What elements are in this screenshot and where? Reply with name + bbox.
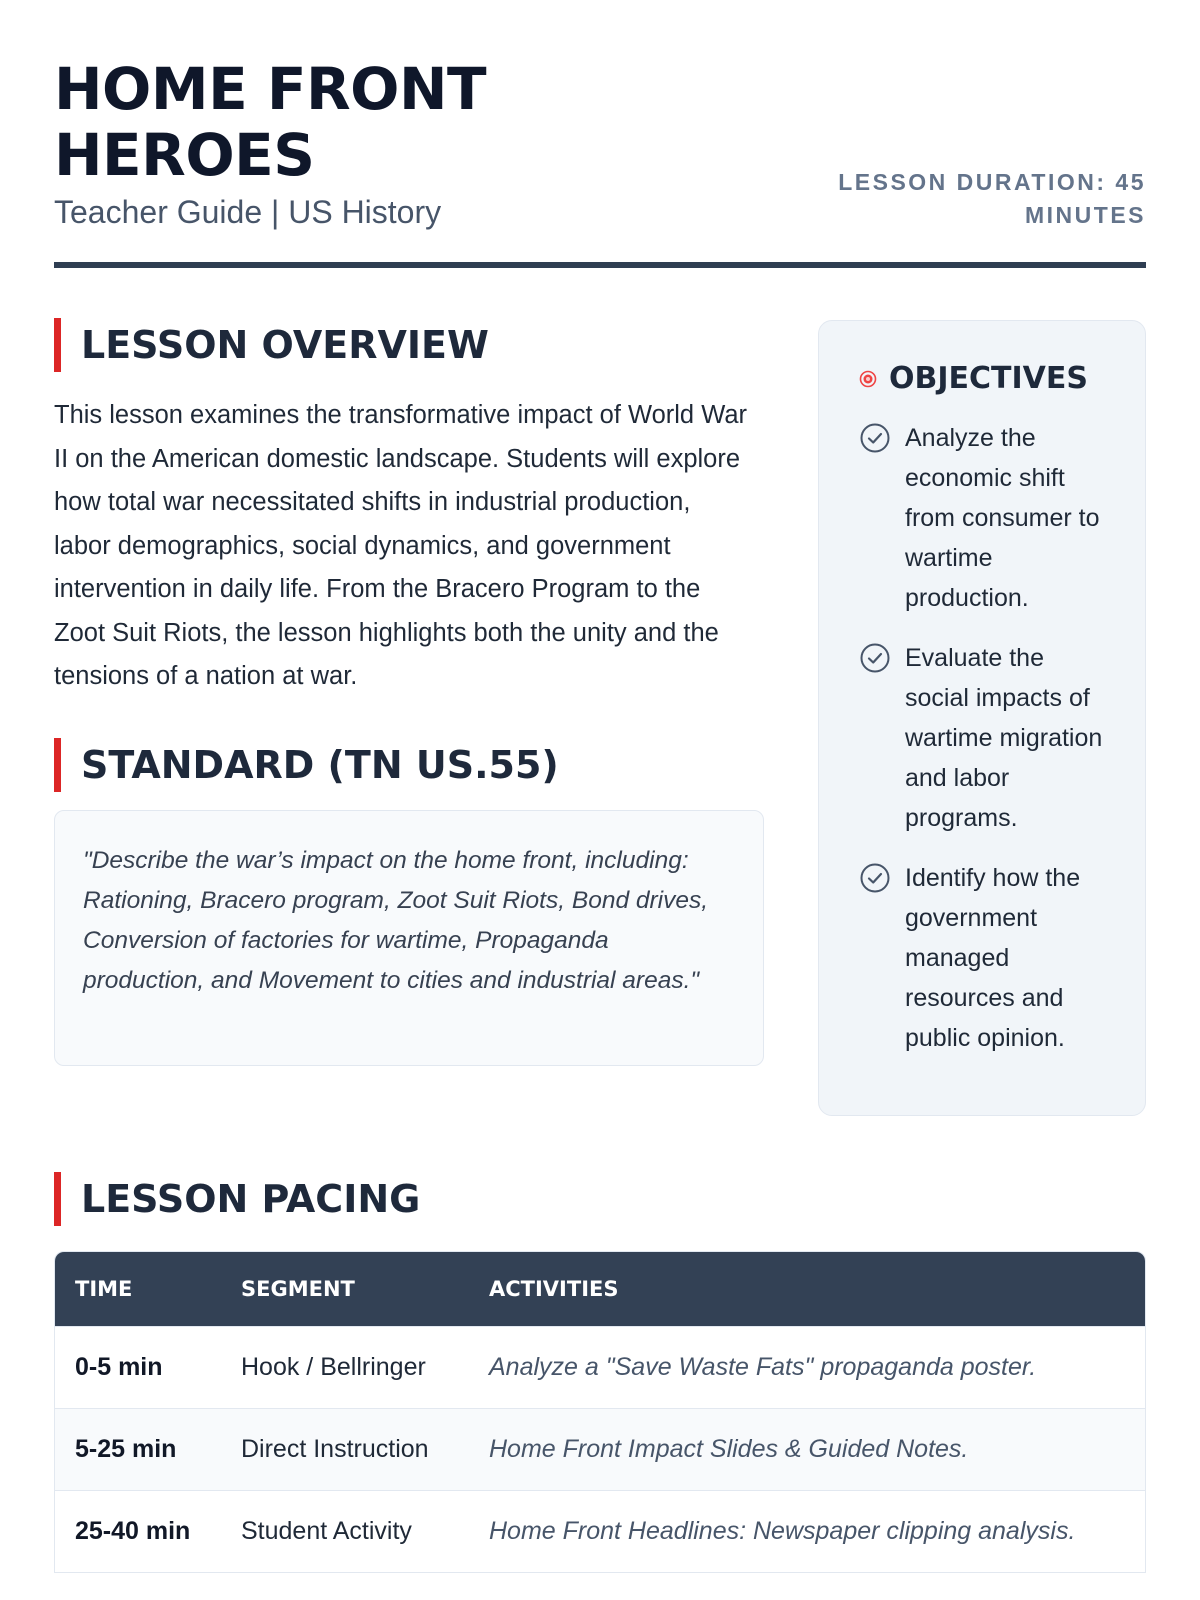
- objective-item: [859, 418, 1109, 618]
- duration-line-2: MINUTES: [1025, 202, 1146, 228]
- column-header-segment: SEGMENT: [221, 1252, 469, 1326]
- table-row: [55, 1326, 1145, 1408]
- check-circle-icon: [859, 642, 891, 674]
- objective-item: [859, 638, 1109, 838]
- table-row: [55, 1408, 1145, 1490]
- cell-activity: Home Front Impact Slides & Guided Notes.: [469, 1408, 1145, 1490]
- cell-time: 5-25 min: [55, 1408, 221, 1490]
- standard-quote: "Describe the war’s impact on the home front, including: Rationing, Bracero program, Zoot Suit Riots, Bond drives, Conversion of factories for wartime, Propaganda production, and Movement to cities and industrial areas.": [83, 847, 709, 994]
- objective-item: [859, 858, 1109, 1058]
- standard-heading: STANDARD (TN US.55): [54, 738, 559, 792]
- standard-quote-box: [54, 810, 764, 1066]
- table-row: [55, 1490, 1145, 1572]
- page-subtitle: Teacher Guide | US History: [54, 194, 442, 230]
- check-circle-icon: [859, 422, 891, 454]
- duration-line-1: LESSON DURATION: 45: [838, 169, 1146, 195]
- lesson-duration: [826, 166, 1146, 232]
- column-header-activities: ACTIVITIES: [469, 1252, 1145, 1326]
- objective-text: Identify how the government managed resources and public opinion.: [905, 864, 1081, 1052]
- cell-segment: Hook / Bellringer: [221, 1326, 469, 1408]
- objectives-list: [859, 418, 1109, 1058]
- overview-text: This lesson examines the transformative impact of World War II on the American domestic landscape. Students will explore how total war necessitated shifts in industrial production, labor demographics, social dynamics, and government intervention in daily life. From the Bracero Program to the Zoot Suit Riots, the lesson highlights both the unity and the tensions of a nation at war.: [54, 401, 747, 690]
- objectives-panel: [818, 320, 1146, 1116]
- check-circle-icon: [859, 862, 891, 894]
- cell-time: 25-40 min: [55, 1490, 221, 1572]
- cell-activity: Home Front Headlines: Newspaper clipping analysis.: [469, 1490, 1145, 1572]
- objectives-heading: [859, 361, 1109, 396]
- page-title: [54, 56, 614, 188]
- column-header-time: TIME: [55, 1252, 221, 1326]
- cell-segment: Student Activity: [221, 1490, 469, 1572]
- table-header-row: [55, 1252, 1145, 1326]
- objective-text: Evaluate the social impacts of wartime migration and labor programs.: [905, 644, 1103, 832]
- objective-text: Analyze the economic shift from consumer to wartime production.: [905, 424, 1100, 612]
- cell-activity: Analyze a "Save Waste Fats" propaganda poster.: [469, 1326, 1145, 1408]
- overview-heading: LESSON OVERVIEW: [54, 318, 489, 372]
- cell-time: 0-5 min: [55, 1326, 221, 1408]
- title-line-2: HEROES: [54, 121, 315, 189]
- pacing-table: [54, 1251, 1146, 1573]
- cell-segment: Direct Instruction: [221, 1408, 469, 1490]
- objectives-heading-text: OBJECTIVES: [889, 361, 1088, 396]
- pacing-heading: LESSON PACING: [54, 1172, 420, 1226]
- page-header: [54, 56, 1146, 268]
- title-line-1: HOME FRONT: [54, 55, 487, 123]
- target-icon: [859, 370, 877, 388]
